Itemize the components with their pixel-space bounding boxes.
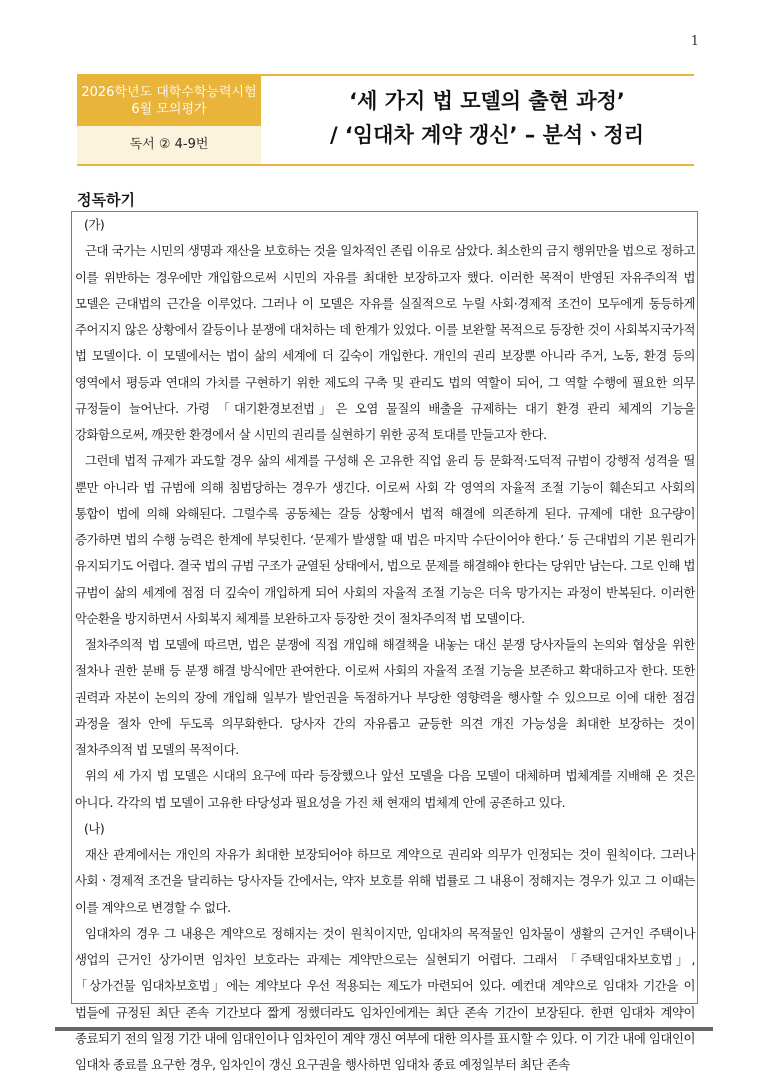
paragraph-1: 근대 국가는 시민의 생명과 재산을 보호하는 것을 일차적인 존립 이유로 삼았다. 최소한의 금지 행위만을 법으로 정하고 이를 위반하는 경우에만 개입함으로써 시민의 자유를 최대한 보장하고자 했다. 이러한 목적이 반영된 자유주의적 법 모델은 근대법의 근간을 이루었다. 그러나 이 모델은 자유를 실질적으로 누릴 사회·경제적 조건이 모두에게 동등하게 주어지지 않은 상황에서 갈등이나 분쟁에 대처하는 데 한계가 있었다. 이를 보완할 목적으로 등장한 것이 사회복지국가적 법 모델이다. 이 모델에서는 법이 삶의 세계에 더 깊숙이 개입한다. 개인의 권리 보장뿐 아니라 주거, 노동, 환경 등의 영역에서 평등과 연대의 가치를 구현하기 위한 제도의 구축 및 관리도 법의 역할이 되어, 그 역할 수행에 필요한 의무 규정들이 늘어난다. 가령 「대기환경보전법」은 오염 물질의 배출을 규제하는 대기 환경 관리 체계의 기능을 강화함으로써, 깨끗한 환경에서 살 시민의 권리를 실현하기 위한 공적 토대를 만들고자 한다.: [75, 243, 695, 442]
document-title: [287, 84, 687, 152]
page-number: 1: [690, 34, 699, 49]
passage-marker-na: (나): [84, 820, 105, 836]
document-header: [77, 74, 694, 166]
exam-label: [77, 76, 261, 126]
paragraph-6: 임대차의 경우 그 내용은 계약으로 정해지는 것이 원칙이지만, 임대차의 목적물인 임차물이 생활의 근거인 주택이나 생업의 근거인 상가이면 임차인 보호라는 과제는 계약만으로는 실현되기 어렵다. 그래서 「주택임대차보호법」, 「상가건물 임대차보호법」에는 계약보다 우선 적용되는 제도가 마련되어 있다. 예컨대 계약으로 임대차 기간을 이 법들에 규정된 최단 존속 기간보다 짧게 정했더라도 임차인에게는 최단 존속 기간이 보장된다. 한편 임대차 계약이 종료되기 전의 일정 기간 내에 임대인이나 임차인이 계약 갱신 여부에 대한 의사를 표시할 수 있다. 이 기간 내에 임대인이 임대차 종료를 요구한 경우, 임차인이 갱신 요구권을 행사하면 임대차 종료 예정일부터 최단 존속: [75, 925, 695, 1072]
section-title: 정독하기: [77, 191, 135, 209]
passage-marker-ga: (가): [84, 217, 105, 232]
question-range-label: 독서 ② 4-9번: [77, 126, 261, 164]
paragraph-3: 절차주의적 법 모델에 따르면, 법은 분쟁에 직접 개입해 해결책을 내놓는 대신 분쟁 당사자들의 논의와 협상을 위한 절차나 권한 분배 등 분쟁 해결 방식에만 관여한다. 이로써 사회의 자율적 조절 기능을 보존하고 확대하고자 한다. 또한 권력과 자본이 논의의 장에 개입해 일부가 발언권을 독점하거나 부당한 영향력을 행사할 수 있으므로 이에 대한 점검 과정을 절차 안에 두도록 의무화한다. 당사자 간의 자유롭고 균등한 의견 개진 가능성을 최대한 보장하는 것이 절차주의적 법 모델의 목적이다.: [75, 637, 695, 757]
title-line-1: ‘세 가지 법 모델의 출현 과정’: [349, 89, 625, 113]
exam-month-label: 6월 모의평가: [131, 102, 207, 117]
footer-divider: [55, 1027, 713, 1031]
title-line-2: / ‘임대차 계약 갱신’ – 분석ㆍ정리: [329, 123, 645, 147]
paragraph-5: 재산 관계에서는 개인의 자유가 최대한 보장되어야 하므로 계약으로 권리와 의무가 인정되는 것이 원칙이다. 그러나 사회ㆍ경제적 조건을 달리하는 당사자들 간에서는, 약자 보호를 위해 법률로 그 내용이 정해지는 경우가 있고 그 이때는 이를 계약으로 변경할 수 없다.: [75, 847, 695, 915]
paragraph-2: 그런데 법적 규제가 과도할 경우 삶의 세계를 구성해 온 고유한 직업 윤리 등 문화적·도덕적 규범이 강행적 성격을 띨 뿐만 아니라 법 규범에 의해 침범당하는 경우가 생긴다. 이로써 사회 각 영역의 자율적 조절 기능이 훼손되고 사회의 통합이 법에 의해 와해된다. 그럴수록 공동체는 갈등 상황에서 법적 해결에 의존하게 된다. 규제에 대한 요구량이 증가하면 법의 수행 능력은 한계에 부딪힌다. ‘문제가 발생할 때 법은 마지막 수단이어야 한다.’ 등 근대법의 기본 원리가 유지되기도 어렵다. 결국 법의 규범 구조가 균열된 상태에서, 법으로 문제를 해결해야 한다는 당위만 남는다. 그로 인해 법 규범이 삶의 세계에 점점 더 깊숙이 개입하게 되어 사회의 자율적 조절 기능은 더욱 망가지는 과정이 반복된다. 이러한 악순환을 방지하면서 사회복지 체계를 보완하고자 등장한 것이 절차주의적 법 모델이다.: [75, 453, 695, 626]
paragraph-4: 위의 세 가지 법 모델은 시대의 요구에 따라 등장했으나 앞선 모델을 다음 모델이 대체하며 법체계를 지배해 온 것은 아니다. 각각의 법 모델이 고유한 타당성과 필요성을 가진 채 현재의 법체계 안에 공존하고 있다.: [75, 768, 695, 810]
passage-box: [71, 211, 698, 1072]
exam-info-panel: [77, 76, 261, 164]
exam-year-label: 2026학년도 대학수학능력시험: [81, 85, 257, 100]
